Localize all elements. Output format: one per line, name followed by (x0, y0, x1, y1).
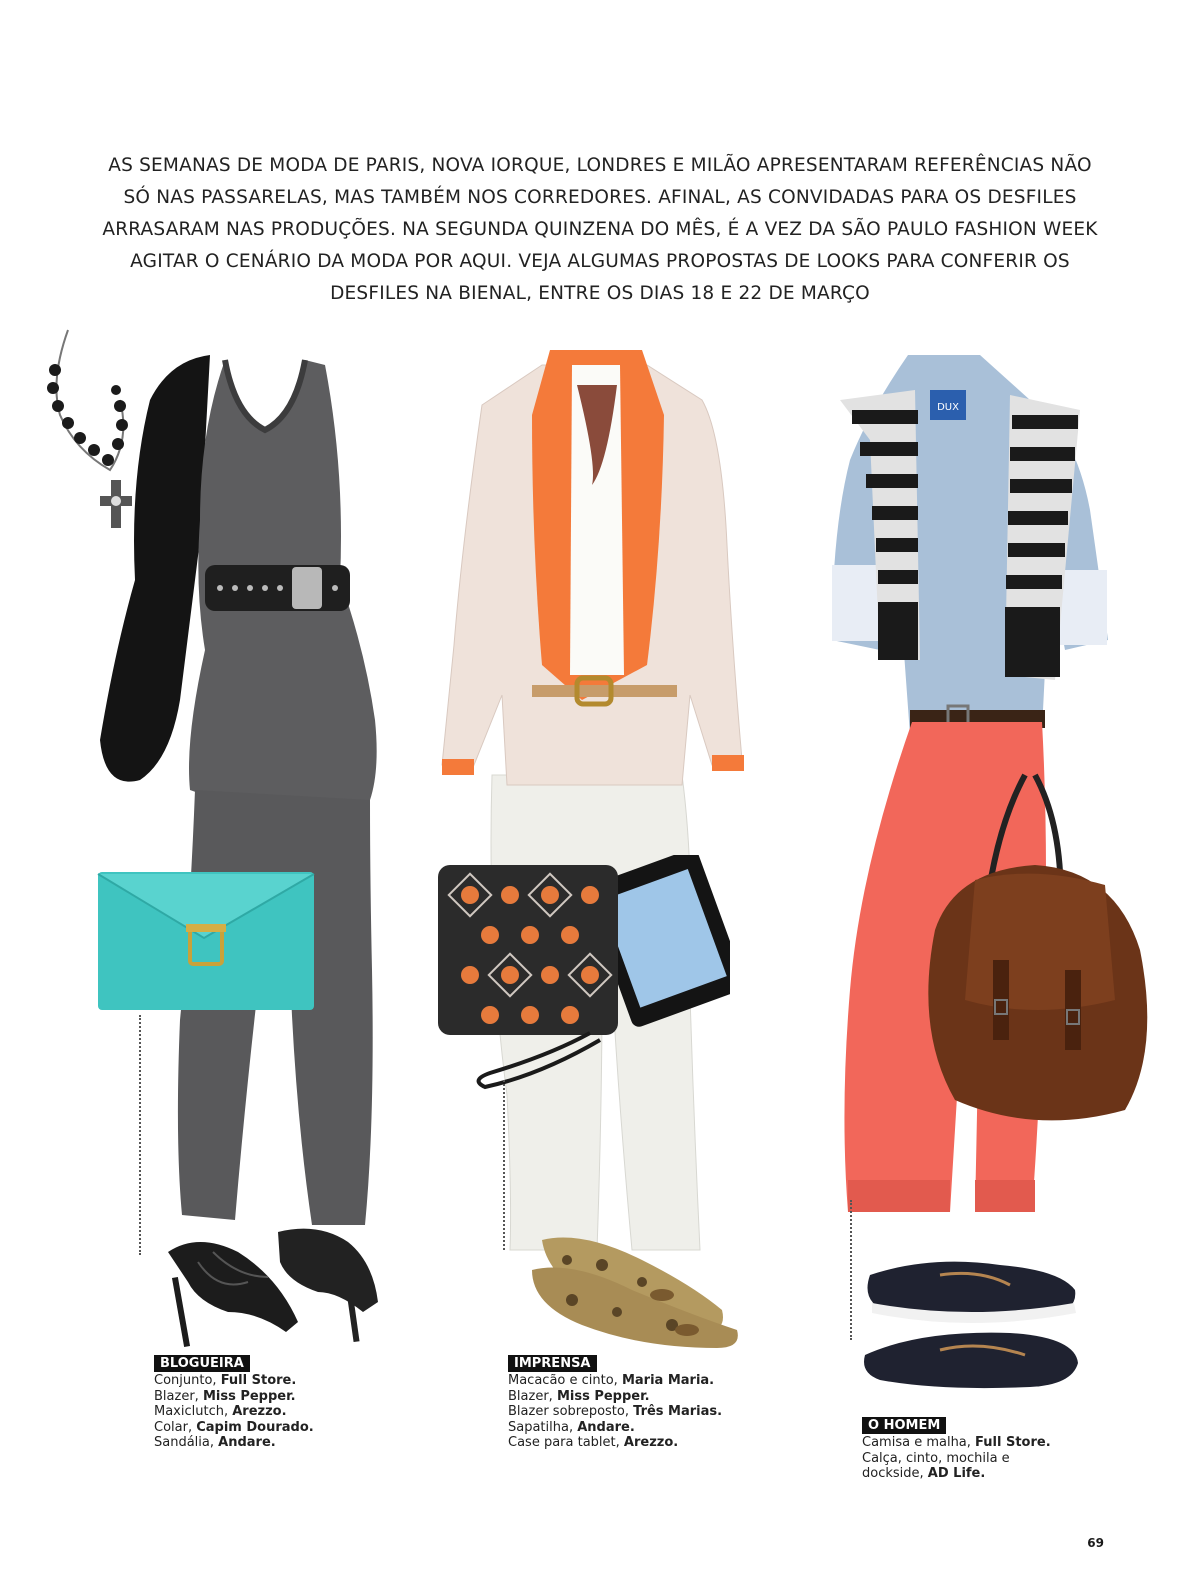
intro-line: DESFILES NA BIENAL, ENTRE OS DIAS 18 E 22 DE MARÇO (330, 283, 870, 304)
caption-row: Blazer, Miss Pepper. (154, 1388, 296, 1404)
caption-row: Case para tablet, Arezzo. (508, 1435, 679, 1450)
grey-jumpsuit-image (178, 360, 377, 1225)
boat-shoes-image (860, 1255, 1085, 1395)
black-sandals-image (158, 1222, 388, 1352)
look-tag-imprensa: IMPRENSA (508, 1355, 597, 1372)
dotted-leader (503, 1080, 505, 1250)
caption-blogueira (154, 1355, 314, 1451)
caption-row: Blazer, Miss Pepper. (508, 1388, 650, 1404)
intro-line: ARRASARAM NAS PRODUÇÕES. NA SEGUNDA QUINZENA DO MÊS, É A VEZ DA SÃO PAULO FASHION WEEK (102, 219, 1098, 240)
caption-row: Sapatilha, Andare. (508, 1419, 635, 1435)
caption-row: dockside, AD Life. (862, 1466, 986, 1481)
necklace-image (47, 330, 132, 528)
intro-line: AS SEMANAS DE MODA DE PARIS, NOVA IORQUE, LONDRES E MILÃO APRESENTARAM REFERÊNCIAS NÃO (108, 155, 1092, 176)
look-tag-blogueira: BLOGUEIRA (154, 1355, 250, 1372)
leather-backpack-image (915, 770, 1160, 1130)
snakeskin-flats-image (522, 1220, 762, 1350)
intro-line: SÓ NAS PASSARELAS, MAS TAMBÉM NOS CORREDORES. AFINAL, AS CONVIDADAS PARA OS DESFILES (123, 187, 1077, 208)
blogueira-look-photo (20, 320, 380, 1260)
page-number: 69 (1087, 1536, 1104, 1550)
caption-o-homem (862, 1417, 1051, 1482)
intro-paragraph (60, 150, 1140, 310)
caption-row: Maxiclutch, Arezzo. (154, 1404, 287, 1419)
caption-row: Camisa e malha, Full Store. (862, 1435, 1051, 1450)
caption-row: Sandália, Andare. (154, 1435, 276, 1450)
turquoise-clutch-image (94, 866, 318, 1016)
tablet-case-image (430, 855, 730, 1095)
dotted-leader (850, 1200, 852, 1340)
dotted-leader (139, 1015, 141, 1255)
imprensa-look-photo (432, 345, 752, 1255)
caption-row: Colar, Capim Dourado. (154, 1419, 314, 1435)
shirt-label: DUX (937, 402, 959, 413)
look-tag-o-homem: O HOMEM (862, 1417, 946, 1434)
intro-line: AGITAR O CENÁRIO DA MODA POR AQUI. VEJA ALGUMAS PROPOSTAS DE LOOKS PARA CONFERIR OS (130, 251, 1070, 272)
caption-row: Calça, cinto, mochila e (862, 1450, 1010, 1466)
caption-imprensa (508, 1355, 722, 1451)
caption-row: Blazer sobreposto, Três Marias. (508, 1404, 723, 1419)
caption-row: Macacão e cinto, Maria Maria. (508, 1373, 715, 1388)
caption-row: Conjunto, Full Store. (154, 1373, 297, 1388)
